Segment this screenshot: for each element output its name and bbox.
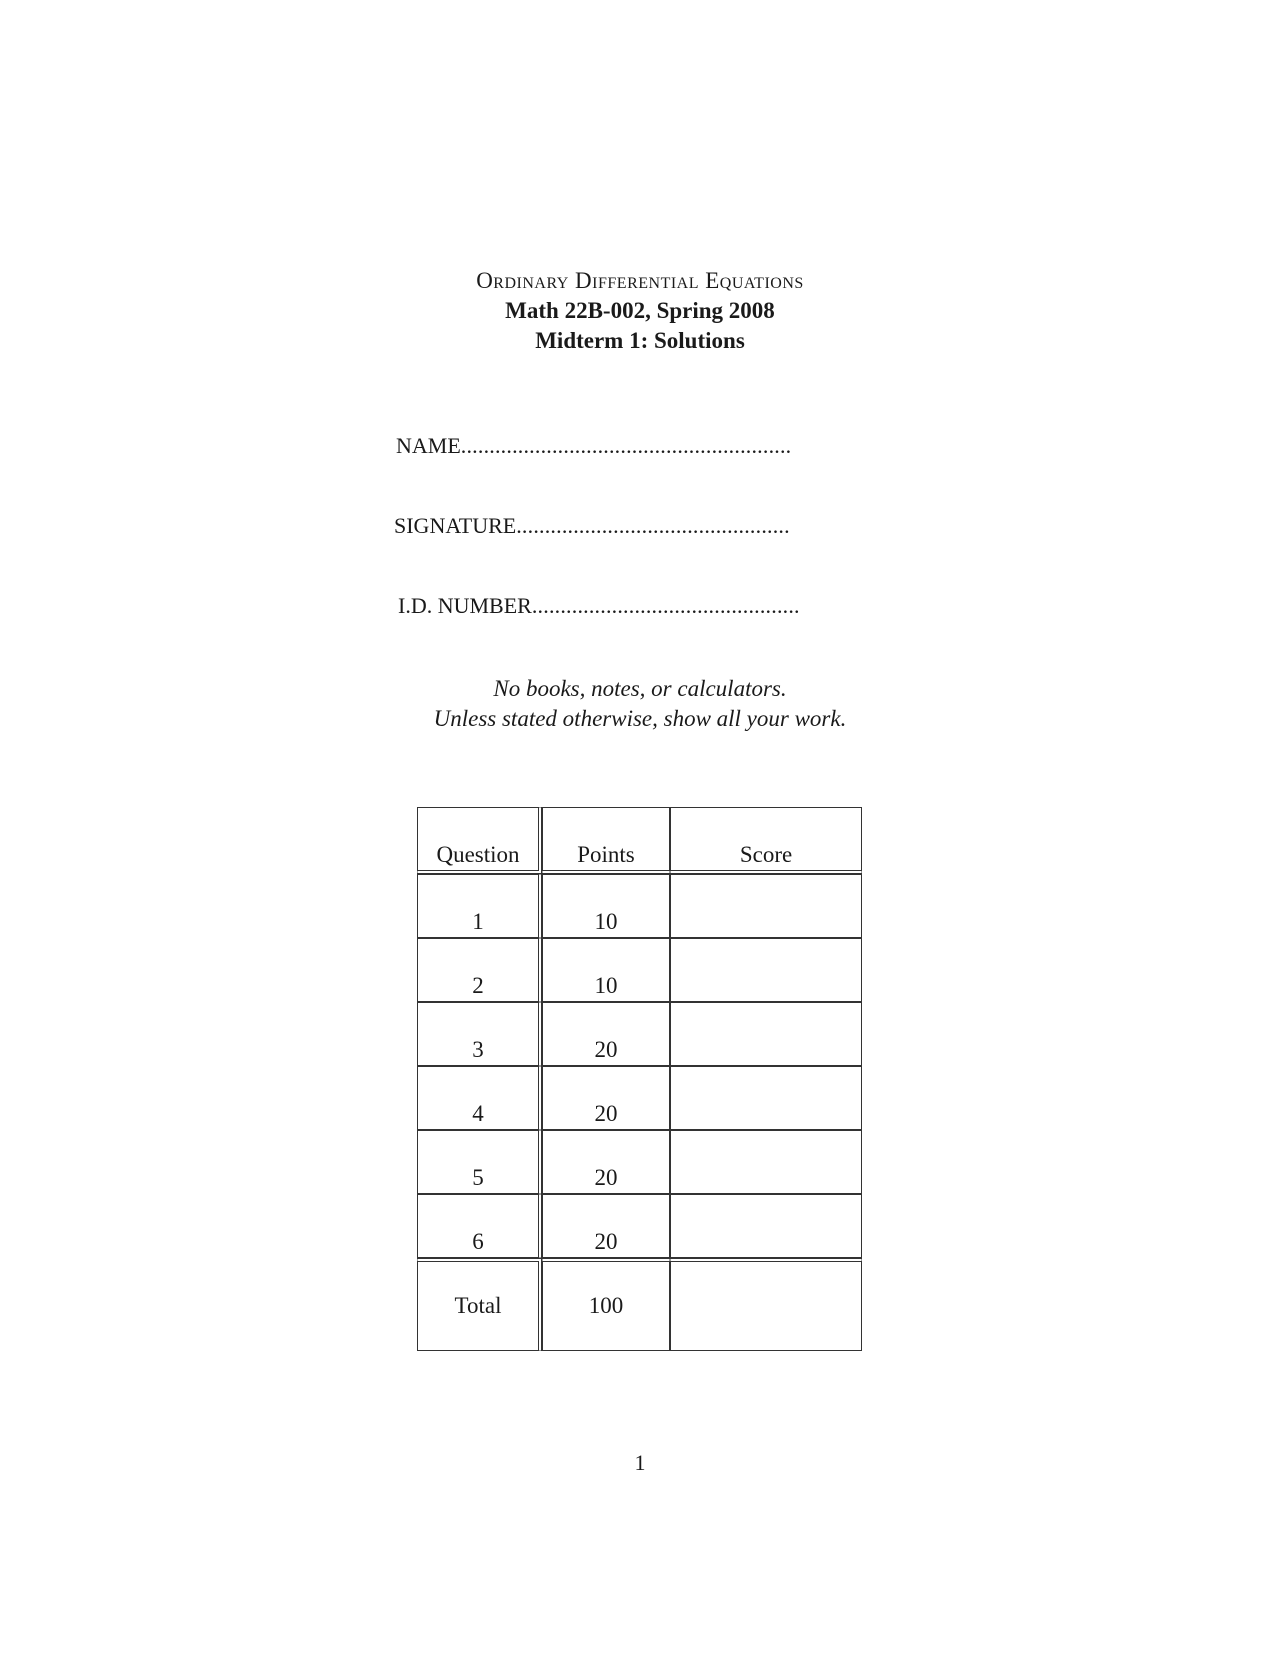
table-row [417,874,862,938]
total-label: Total [417,1258,542,1351]
instructions-line-2: Unless stated otherwise, show all your work. [433,706,847,731]
id-number-label: I.D. NUMBER [398,593,532,618]
question-score [670,938,862,1002]
table-row [417,1066,862,1130]
title-block [0,266,1280,356]
question-score [670,1194,862,1258]
header-question: Question [417,807,542,874]
name-field [396,433,791,459]
total-points: 100 [542,1258,670,1351]
question-score [670,1066,862,1130]
name-line: .......................................................... [460,433,792,458]
page-number: 1 [634,1450,646,1475]
total-row [417,1258,862,1351]
course-title: Ordinary Differential Equations [476,268,804,293]
table-row [417,1130,862,1194]
id-number-field [398,593,800,619]
signature-field [394,513,790,539]
id-number-line: ............................................... [531,593,800,618]
table-header-row [417,807,862,874]
question-number: 4 [417,1066,542,1130]
instructions [0,674,1280,734]
header-points: Points [542,807,670,874]
question-points: 10 [542,874,670,938]
signature-line: ................................................ [516,513,790,538]
name-label: NAME [396,433,461,458]
question-points: 20 [542,1194,670,1258]
question-number: 5 [417,1130,542,1194]
question-number: 3 [417,1002,542,1066]
score-table [417,807,862,1351]
question-points: 10 [542,938,670,1002]
question-number: 6 [417,1194,542,1258]
question-number: 1 [417,874,542,938]
table-row [417,1194,862,1258]
question-score [670,1002,862,1066]
table-row [417,1002,862,1066]
exam-title: Midterm 1: Solutions [535,328,745,353]
table-row [417,938,862,1002]
question-score [670,1130,862,1194]
question-points: 20 [542,1002,670,1066]
total-score [670,1258,862,1351]
question-points: 20 [542,1130,670,1194]
instructions-line-1: No books, notes, or calculators. [493,676,787,701]
header-score: Score [670,807,862,874]
question-points: 20 [542,1066,670,1130]
question-number: 2 [417,938,542,1002]
signature-label: SIGNATURE [394,513,517,538]
course-section: Math 22B-002, Spring 2008 [505,298,775,323]
question-score [670,874,862,938]
